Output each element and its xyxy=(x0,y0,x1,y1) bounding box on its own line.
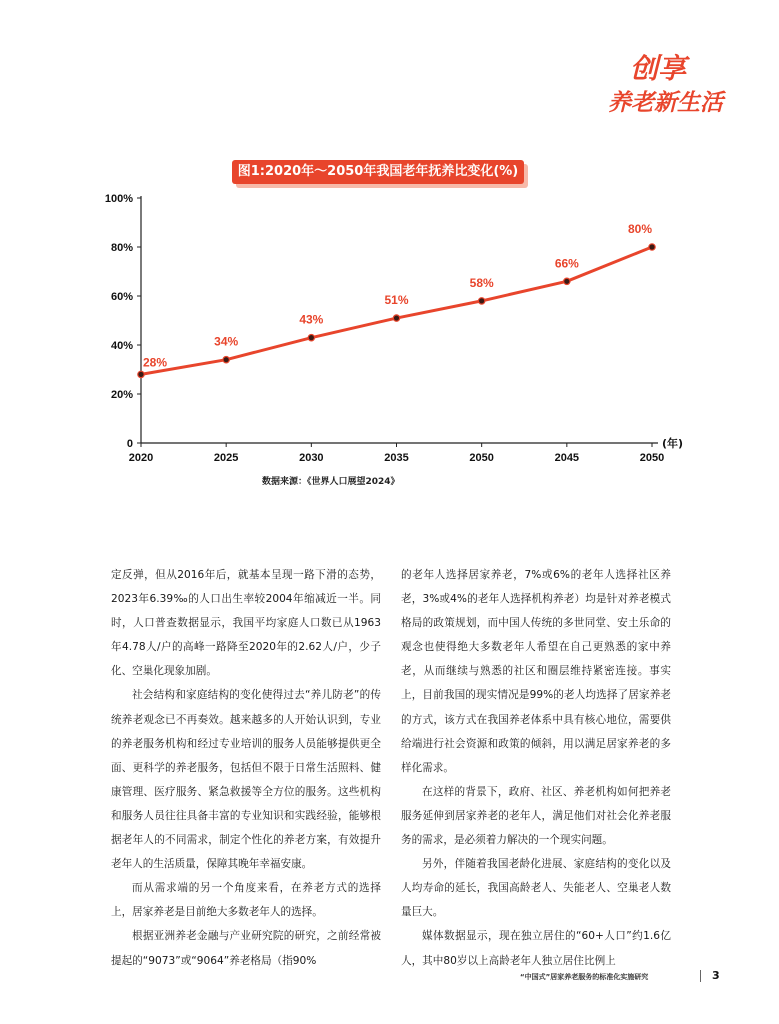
x-axis-label: (年) xyxy=(662,437,684,450)
x-tick-label: 2050 xyxy=(639,452,665,464)
data-point xyxy=(649,244,655,250)
paragraph: 定反弹，但从2016年后，就基本呈现一路下滑的态势，2023年6.39‰的人口出生率较2004年缩减近一半。同时，人口普查数据显示，我国平均家庭人口数已从1963年4.78人/户的高峰一路降至2020年的2.62人/户，少子化、空巢化现象加剧。 xyxy=(111,569,381,678)
data-label: 58% xyxy=(469,275,494,290)
data-point xyxy=(308,334,314,340)
data-label: 43% xyxy=(299,312,324,327)
right-column xyxy=(401,563,671,973)
data-label: 51% xyxy=(384,293,409,308)
line-chart xyxy=(0,185,779,475)
brand-logo xyxy=(608,48,728,118)
x-tick-label: 2045 xyxy=(554,452,580,464)
paragraph: 的老年人选择居家养老，7%或6%的老年人选择社区养老，3%或4%的老年人选择机构养老）均是针对养老模式格局的政策规划，而中国人传统的多世同堂、安土乐命的观念也使得绝大多数老年人希望在自己更熟悉的家中养老，从而继续与熟悉的社区和圈层维持紧密连接。事实上，目前我国的现实情况是99%的老人均选择了居家养老的方式，该方式在我国养老体系中具有核心地位，需要供给端进行社会资源和政策的倾斜，用以满足居家养老的多样化需求。 xyxy=(401,569,671,774)
data-point xyxy=(393,315,399,321)
y-tick-label: 100% xyxy=(104,193,133,205)
x-tick-label: 2030 xyxy=(299,452,324,464)
logo-graphic xyxy=(608,48,728,118)
data-point xyxy=(478,298,484,304)
data-label: 34% xyxy=(214,334,239,349)
x-tick-label: 2025 xyxy=(213,452,239,464)
x-tick-label: 2020 xyxy=(128,452,154,464)
logo-line2: 养老新生活 xyxy=(608,89,723,116)
logo-line1: 创享 xyxy=(630,52,687,85)
y-tick-label: 0 xyxy=(126,438,133,450)
paragraph: 另外，伴随着我国老龄化进展、家庭结构的变化以及人均寿命的延长，我国高龄老人、失能老人、空巢老人数量巨大。 xyxy=(401,858,671,919)
paragraph: 媒体数据显示，现在独立居住的“60+人口”约1.6亿人，其中80岁以上高龄老年人独立居住比例上 xyxy=(401,930,671,967)
x-tick-label: 2050 xyxy=(469,452,494,464)
paragraph: 而从需求端的另一个角度来看，在养老方式的选择上，居家养老是目前绝大多数老年人的选择。 xyxy=(111,882,381,919)
y-tick-label: 40% xyxy=(110,340,133,352)
data-point xyxy=(138,371,144,377)
page-footer xyxy=(520,969,730,982)
x-tick-label: 2035 xyxy=(384,452,409,464)
data-label: 28% xyxy=(143,355,168,370)
paragraph: 根据亚洲养老金融与产业研究院的研究，之前经常被提起的“9073”或“9064”养老格局（指90% xyxy=(111,930,381,967)
data-label: 66% xyxy=(554,256,579,271)
paragraph: 社会结构和家庭结构的变化使得过去“养儿防老”的传统养老观念已不再奏效。越来越多的人开始认识到，专业的养老服务机构和经过专业培训的服务人员能够提供更全面、更科学的养老服务，包括但不限于日常生活照料、健康管理、医疗服务、紧急救援等全方位的服务。这些机构和服务人员往往具备丰富的专业知识和实践经验，能够根据老年人的不同需求，制定个性化的养老方案，有效提升老年人的生活质量，保障其晚年幸福安康。 xyxy=(111,689,381,871)
footer-divider xyxy=(700,970,701,982)
data-point xyxy=(223,357,229,363)
data-point xyxy=(564,278,570,284)
footer-title: “中国式”居家养老服务的标准化实施研究 xyxy=(520,973,649,981)
paragraph: 在这样的背景下，政府、社区、养老机构如何把养老服务延伸到居家养老的老年人，满足他们对社会化养老服务的需求，是必须着力解决的一个现实问题。 xyxy=(401,785,671,847)
left-column xyxy=(111,563,381,973)
data-source: 数据来源：《世界人口展望2024》 xyxy=(262,477,400,487)
y-tick-label: 60% xyxy=(110,291,133,303)
page-number: 3 xyxy=(712,969,720,982)
data-label: 80% xyxy=(627,222,652,236)
y-tick-label: 80% xyxy=(110,242,133,254)
y-tick-label: 20% xyxy=(110,389,133,401)
chart-title: 图1:2020年～2050年我国老年抚养比变化(%) xyxy=(232,160,524,184)
